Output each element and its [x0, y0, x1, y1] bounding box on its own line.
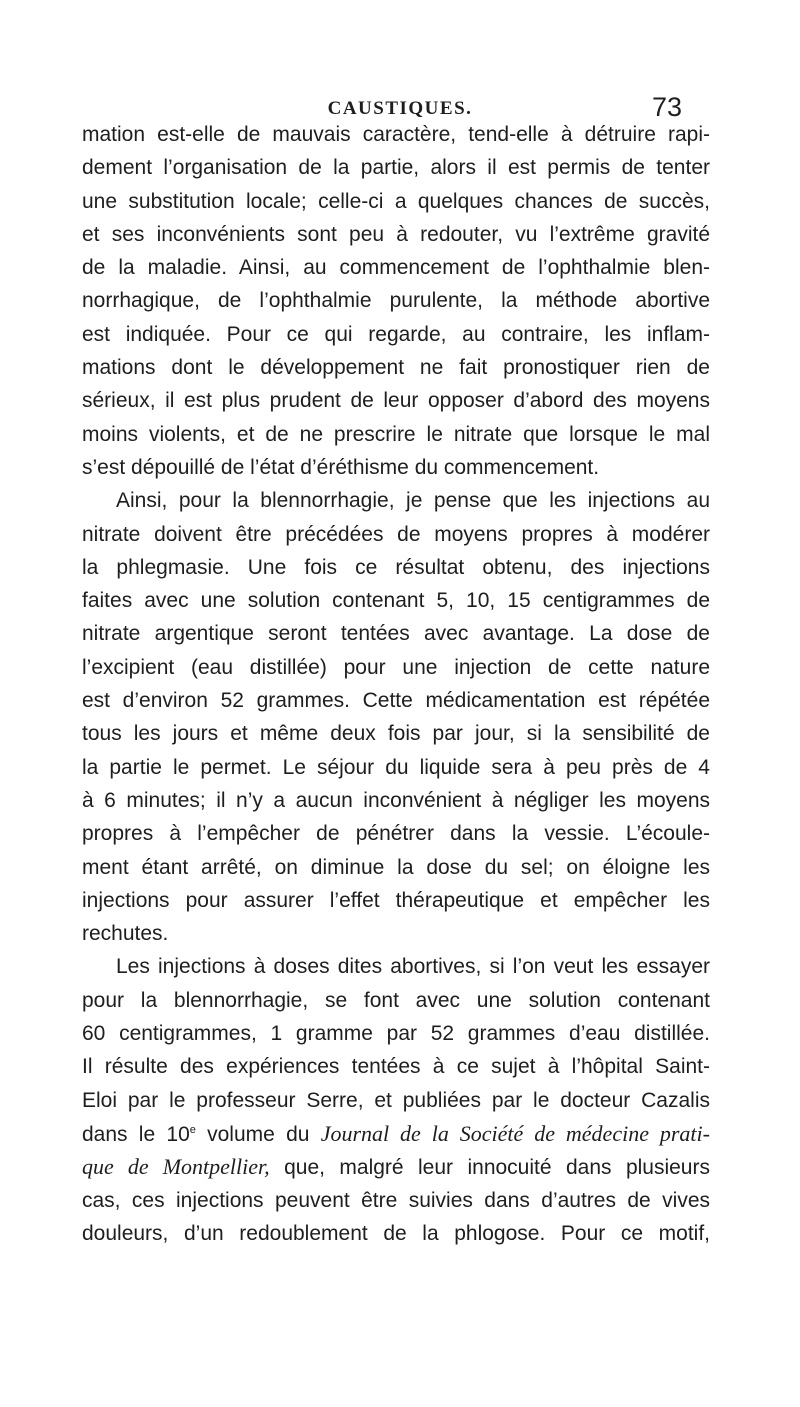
- text-line: sérieux, il est plus prudent de leur opposer d’abord des moyens: [82, 389, 710, 413]
- text-line: dement l’organisation de la partie, alors il est permis de tenter: [82, 156, 710, 180]
- text-line: rechutes.: [82, 922, 169, 946]
- text-line: pour la blennorrhagie, se font avec une solution contenant: [82, 988, 710, 1012]
- text-line: est indiquée. Pour ce qui regarde, au contraire, les inflam-: [82, 322, 710, 346]
- text-line: et ses inconvénients sont peu à redouter, vu l’extrême gravité: [82, 222, 710, 246]
- text-line: moins violents, et de ne prescrire le nitrate que lorsque le mal: [82, 422, 710, 446]
- text-line: injections pour assurer l’effet thérapeutique et empêcher les: [82, 888, 710, 912]
- text-line: la phlegmasie. Une fois ce résultat obtenu, des injections: [82, 555, 710, 579]
- text-line: cas, ces injections peuvent être suivies dans d’autres de vives: [82, 1188, 710, 1212]
- page-number: 73: [652, 92, 683, 122]
- text-line: faites avec une solution contenant 5, 10, 15 centigrammes de: [82, 589, 710, 613]
- text-line: douleurs, d’un redoublement de la phlogose. Pour ce motif,: [82, 1221, 710, 1245]
- text-line: ment étant arrêté, on diminue la dose du sel; on éloigne les: [82, 855, 710, 879]
- text-line-with-citation: [82, 1117, 710, 1150]
- text-line: mations dont le développement ne fait pronostiquer rien de: [82, 356, 710, 380]
- text-line: une substitution locale; celle-ci a quelques chances de succès,: [82, 189, 710, 213]
- superscript: e: [189, 1123, 196, 1136]
- text-line: 60 centigrammes, 1 gramme par 52 grammes d’eau distillée.: [82, 1022, 710, 1046]
- text-line: propres à l’empêcher de pénétrer dans la vessie. L’écoule-: [82, 822, 710, 846]
- text-line: la partie le permet. Le séjour du liquide sera à peu près de 4: [82, 755, 710, 779]
- text-segment: volume du: [195, 1122, 321, 1146]
- body-text: [82, 118, 710, 1250]
- text-segment: dans le 10: [82, 1122, 190, 1146]
- text-line-with-citation: [82, 1150, 710, 1183]
- text-line: norrhagique, de l’ophthalmie purulente, la méthode abortive: [82, 289, 710, 313]
- text-line: Eloi par le professeur Serre, et publiées par le docteur Cazalis: [82, 1088, 710, 1112]
- running-title: CAUSTIQUES.: [327, 98, 473, 119]
- text-line: de la maladie. Ainsi, au commencement de l’ophthalmie blen-: [82, 256, 710, 280]
- text-line: Il résulte des expériences tentées à ce sujet à l’hôpital Saint-: [82, 1055, 710, 1079]
- text-line: à 6 minutes; il n’y a aucun inconvénient à négliger les moyens: [82, 788, 710, 812]
- text-line: nitrate argentique seront tentées avec avantage. La dose de: [82, 622, 710, 646]
- text-line: Les injections à doses dites abortives, si l’on veut les essayer: [116, 955, 710, 979]
- text-segment: que, malgré leur innocuité dans plusieurs: [269, 1156, 710, 1180]
- journal-title-italic: que de Montpellier,: [82, 1154, 270, 1180]
- text-line: nitrate doivent être précédées de moyens propres à modérer: [82, 522, 710, 546]
- journal-title-italic: Journal de la Société de médecine prati-: [320, 1120, 710, 1146]
- text-line: s’est dépouillé de l’état d’éréthisme du commencement.: [82, 455, 600, 479]
- text-line: est d’environ 52 grammes. Cette médicamentation est répétée: [82, 689, 710, 713]
- text-line: mation est-elle de mauvais caractère, tend-elle à détruire rapi-: [82, 123, 710, 146]
- text-line: tous les jours et même deux fois par jour, si la sensibilité de: [82, 722, 710, 746]
- text-line: l’excipient (eau distillée) pour une injection de cette nature: [82, 655, 710, 679]
- text-line: Ainsi, pour la blennorrhagie, je pense que les injections au: [116, 489, 710, 513]
